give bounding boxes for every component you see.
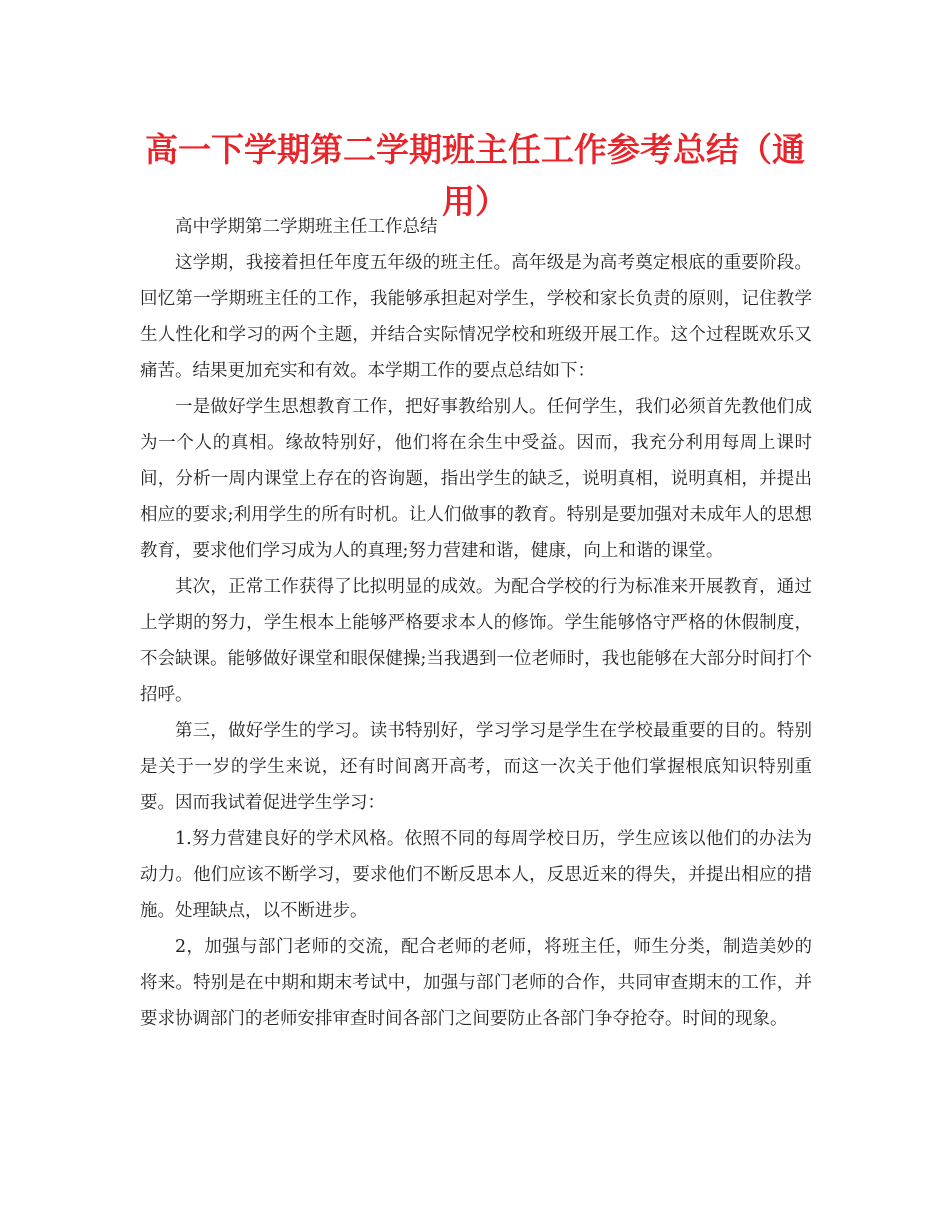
paragraph-intro: 这学期，我接着担任年度五年级的班主任。高年级是为高考奠定根底的重要阶段。回忆第一学期班主任的工作，我能够承担起对学生，学校和家长负责的原则，记住教学生人性化和学习的两个主题，并结合实际情况学校和班级开展工作。这个过程既欢乐又痛苦。结果更加充实和有效。本学期工作的要点总结如下： [140, 253, 812, 381]
paragraph-item-1: 1.努力营建良好的学术风格。依照不同的每周学校日历，学生应该以他们的办法为动力。他们应该不断学习，要求他们不断反思本人，反思近来的得失，并提出相应的措施。处理缺点，以不断进步。 [140, 829, 812, 921]
paragraph-item-2: 2，加强与部门老师的交流，配合老师的老师，将班主任，师生分类，制造美妙的将来。特别是在中期和期末考试中，加强与部门老师的合作，共同审查期末的工作，并要求协调部门的老师安排审查时间各部门之间要防止各部门争夺抢夺。时间的现象。 [140, 937, 812, 1029]
paragraph-point-3: 第三，做好学生的学习。读书特别好，学习学习是学生在学校最重要的目的。特别是关于一岁的学生来说，还有时间离开高考，而这一次关于他们掌握根底知识特别重要。因而我试着促进学生学习： [140, 721, 812, 813]
paragraph-point-1: 一是做好学生思想教育工作，把好事教给别人。任何学生，我们必须首先教他们成为一个人的真相。缘故特别好，他们将在余生中受益。因而，我充分利用每周上课时间，分析一周内课堂上存在的咨询题，指出学生的缺乏，说明真相，说明真相，并提出相应的要求;利用学生的所有时机。让人们做事的教育。特别是要加强对未成年人的思想教育，要求他们学习成为人的真理;努力营建和谐，健康，向上和谐的课堂。 [140, 397, 812, 561]
document-body [140, 209, 812, 1037]
document-title: 高一下学期第二学期班主任工作参考总结（通用） [145, 130, 805, 221]
paragraph-point-2: 其次，正常工作获得了比拟明显的成效。为配合学校的行为标准来开展教育，通过上学期的努力，学生根本上能够严格要求本人的修饰。学生能够恪守严格的休假制度，不会缺课。能够做好课堂和眼保健操;当我遇到一位老师时，我也能够在大部分时间打个招呼。 [140, 577, 812, 705]
paragraph-subtitle: 高中学期第二学期班主任工作总结 [175, 217, 438, 237]
